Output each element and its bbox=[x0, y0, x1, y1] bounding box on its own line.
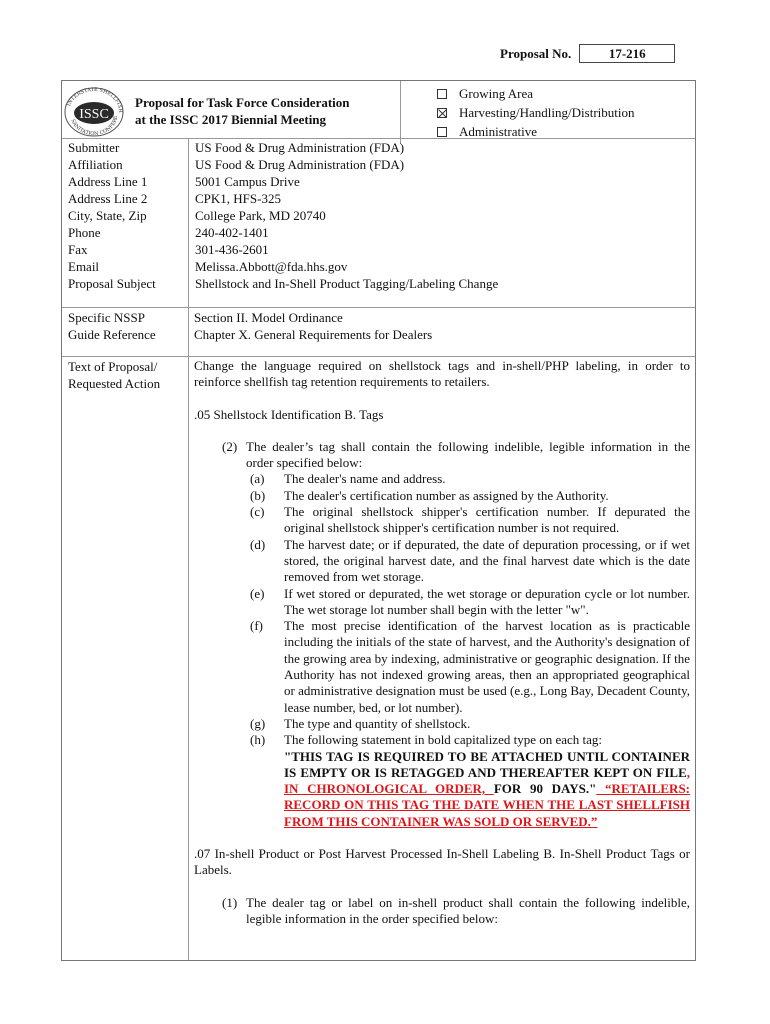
sub-item bbox=[250, 716, 690, 732]
tag-statement bbox=[284, 749, 690, 829]
info-value: CPK1, HFS-325 bbox=[195, 191, 281, 206]
category-growing-area[interactable] bbox=[437, 84, 634, 103]
category-label: Harvesting/Handling/Distribution bbox=[459, 105, 635, 120]
sub-text: The dealer's name and address. bbox=[284, 471, 446, 487]
title-line-2: at the ISSC 2017 Biennial Meeting bbox=[135, 112, 327, 127]
sub-number: (e) bbox=[250, 585, 265, 601]
sub-item bbox=[250, 618, 690, 716]
guide-label-2: Guide Reference bbox=[68, 327, 156, 342]
info-key: Address Line 1 bbox=[68, 174, 148, 189]
category-harvesting[interactable] bbox=[437, 103, 634, 122]
checkbox-administrative[interactable] bbox=[437, 127, 447, 137]
info-row-affiliation bbox=[68, 156, 498, 173]
sub-item bbox=[250, 504, 690, 537]
sub-item bbox=[250, 488, 690, 504]
category-label: Growing Area bbox=[459, 86, 534, 101]
checkbox-harvesting-checked[interactable] bbox=[437, 108, 447, 118]
sub-text: The original shellstock shipper's certification number. If depurated the original shellstock shipper's certification number is not required. bbox=[284, 504, 690, 536]
sub-item bbox=[250, 732, 690, 830]
info-row-submitter bbox=[68, 139, 498, 156]
sub-number: (c) bbox=[250, 504, 265, 520]
section-05-heading: .05 Shellstock Identification B. Tags bbox=[194, 406, 384, 422]
guide-value-2: Chapter X. General Requirements for Dealers bbox=[194, 327, 433, 342]
issc-logo bbox=[63, 86, 125, 138]
list-item bbox=[222, 439, 690, 472]
sub-number: (f) bbox=[250, 618, 263, 634]
logo-text: ISSC bbox=[79, 107, 109, 122]
item-text: The dealer’s tag shall contain the following indelible, legible information in the order specified below: bbox=[246, 438, 690, 471]
intro-paragraph: Change the language required on shellstock tags and in-shell/PHP labeling, in order to reinforce shellfish tag retention requirements to retailers. bbox=[194, 358, 690, 390]
guide-rule bbox=[62, 356, 695, 357]
sub-number: (a) bbox=[250, 471, 265, 487]
info-row-fax bbox=[68, 241, 498, 258]
proposal-number-value: 17-216 bbox=[579, 44, 675, 63]
info-value: College Park, MD 20740 bbox=[195, 208, 326, 223]
info-value: US Food & Drug Administration (FDA) bbox=[195, 140, 405, 155]
inshell-requirements-list bbox=[222, 895, 690, 928]
item-number: (2) bbox=[222, 438, 238, 454]
info-key: Submitter bbox=[68, 140, 120, 155]
info-row-subject bbox=[68, 275, 498, 292]
info-value: 301-436-2601 bbox=[195, 242, 269, 257]
info-key: Email bbox=[68, 259, 100, 274]
sub-text: The most precise identification of the harvest location as is practicable including the initials of the state of harvest, and the Authority's designation of the growing area by indexing, administrative or geographic designation. If the Authority has not indexed growing areas, then an appropriated geographical or administrative designation must be used (e.g., Long Bay, Decadent County, lease number, bed, or lot number). bbox=[284, 618, 690, 715]
sub-text: If wet stored or depurated, the wet storage or depuration cycle or lot number. The wet storage lot number shall begin with the letter "w". bbox=[284, 585, 690, 617]
sub-item bbox=[250, 586, 690, 619]
sub-item bbox=[250, 471, 690, 487]
guide-label-1: Specific NSSP bbox=[68, 310, 145, 325]
item-number: (1) bbox=[222, 894, 238, 910]
info-key: Phone bbox=[68, 225, 101, 240]
statement-part-2: FOR 90 DAYS." bbox=[493, 781, 597, 797]
info-rule bbox=[62, 307, 695, 308]
section-07-heading: .07 In-shell Product or Post Harvest Processed In-Shell Labeling B. In-Shell Product Tags or Labels. bbox=[194, 846, 690, 878]
statement-insert-1: , IN CHRONOLOGICAL ORDER, bbox=[284, 764, 690, 797]
sub-number: (b) bbox=[250, 487, 266, 503]
proposal-form bbox=[61, 80, 696, 961]
info-row-address1 bbox=[68, 173, 498, 190]
info-row-phone bbox=[68, 224, 498, 241]
proposal-number-label: Proposal No. bbox=[500, 45, 572, 61]
info-value: US Food & Drug Administration (FDA) bbox=[195, 157, 405, 172]
email-link[interactable]: Melissa.Abbott@fda.hhs.gov bbox=[195, 259, 348, 274]
item-text: The dealer tag or label on in-shell product shall contain the following indelible, legible information in the order specified below: bbox=[246, 894, 690, 926]
info-value: 5001 Campus Drive bbox=[195, 174, 300, 189]
sub-text-h bbox=[284, 732, 690, 830]
proposal-number-block bbox=[500, 44, 675, 63]
tag-requirements-list bbox=[222, 439, 690, 830]
proposal-title bbox=[135, 94, 395, 128]
info-key: Affiliation bbox=[68, 157, 123, 172]
info-row-address2 bbox=[68, 190, 498, 207]
guide-reference-value bbox=[194, 309, 432, 343]
category-checkboxes bbox=[437, 84, 634, 141]
info-value: 240-402-1401 bbox=[195, 225, 269, 240]
sub-text: The type and quantity of shellstock. bbox=[284, 715, 471, 731]
text-label-2: Requested Action bbox=[68, 376, 161, 391]
category-label: Administrative bbox=[459, 124, 537, 139]
logo-ring-bottom: SANITATION CONFERE bbox=[69, 115, 120, 138]
proposal-text bbox=[194, 358, 690, 927]
sub-text: The dealer's certification number as assigned by the Authority. bbox=[284, 487, 609, 503]
text-label-1: Text of Proposal/ bbox=[68, 359, 158, 374]
sub-number: (d) bbox=[250, 536, 266, 552]
info-value: Shellstock and In-Shell Product Tagging/Labeling Change bbox=[195, 276, 499, 291]
text-of-proposal-label bbox=[68, 358, 160, 392]
info-row-email bbox=[68, 258, 498, 275]
logo-ring-top: INTERSTATE SHELLFISH bbox=[66, 86, 124, 114]
guide-value-1: Section II. Model Ordinance bbox=[194, 310, 343, 325]
submitter-info bbox=[68, 139, 498, 292]
info-key: Proposal Subject bbox=[68, 276, 156, 291]
guide-reference-label bbox=[68, 309, 156, 343]
title-line-1: Proposal for Task Force Consideration bbox=[135, 95, 350, 110]
statement-part-1: "THIS TAG IS REQUIRED TO BE ATTACHED UNTIL CONTAINER IS EMPTY OR IS RETAGGED AND THEREAFTER KEPT ON FILE bbox=[284, 748, 690, 780]
sub-text: The harvest date; or if depurated, the date of depuration processing, or if wet stored, the original harvest date, and the final harvest date which is the date removed from wet storage. bbox=[284, 536, 690, 585]
list-item bbox=[222, 895, 690, 928]
sub-number: (h) bbox=[250, 732, 266, 748]
sub-text: The following statement in bold capitalized type on each tag: bbox=[284, 732, 603, 748]
info-row-city bbox=[68, 207, 498, 224]
info-key: City, State, Zip bbox=[68, 208, 147, 223]
info-key: Fax bbox=[68, 242, 88, 257]
header-divider bbox=[400, 81, 401, 144]
statement-insert-2: “RETAILERS: RECORD ON THIS TAG THE DATE WHEN THE LAST SHELLFISH FROM THIS CONTAINER WAS SOLD OR SERVED.” bbox=[284, 781, 691, 829]
sub-number: (g) bbox=[250, 715, 266, 731]
sub-item bbox=[250, 537, 690, 586]
info-key: Address Line 2 bbox=[68, 191, 148, 206]
checkbox-growing-area[interactable] bbox=[437, 89, 447, 99]
